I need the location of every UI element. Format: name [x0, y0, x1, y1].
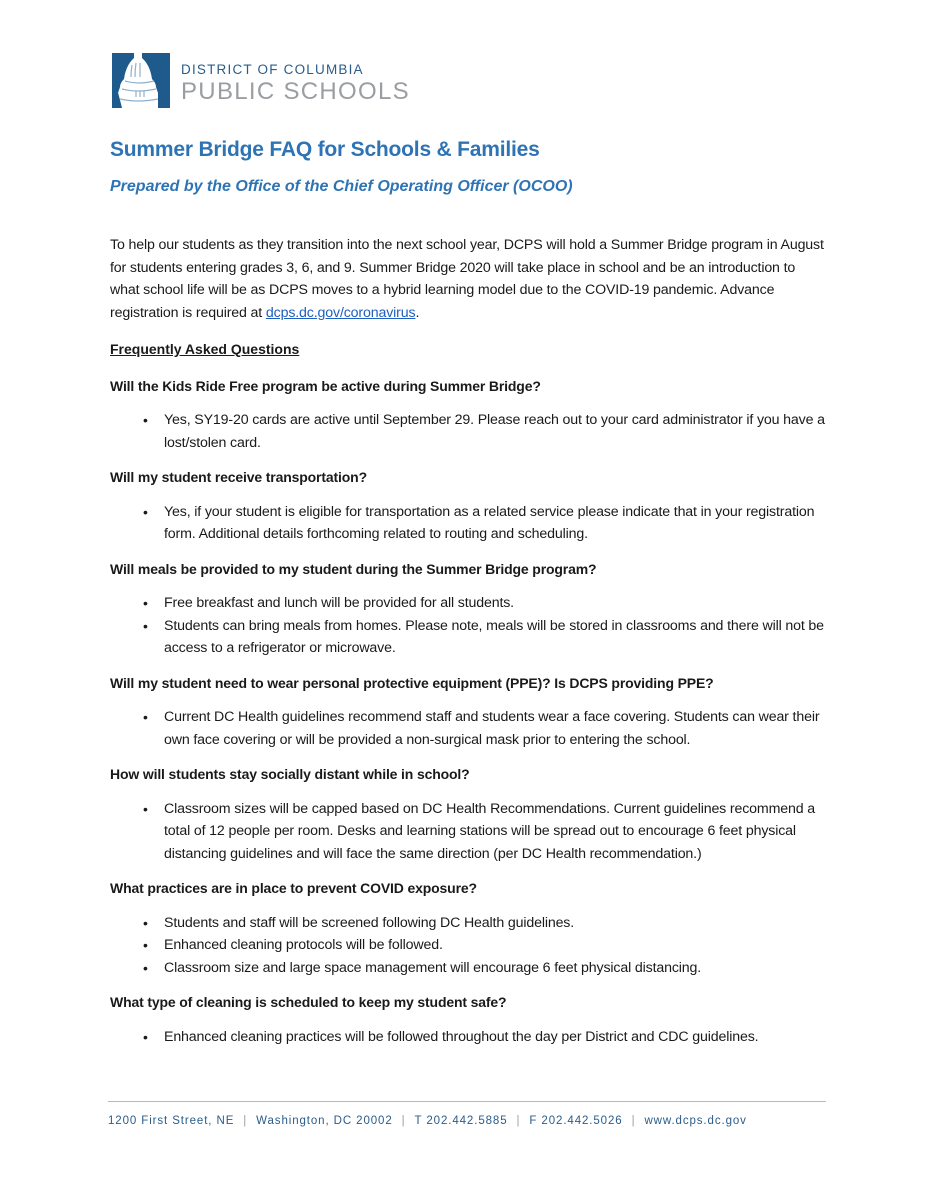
faq-question: What type of cleaning is scheduled to keep my student safe?	[110, 994, 507, 1010]
bullet-icon: •	[143, 937, 148, 953]
bullet-icon: •	[143, 595, 148, 611]
footer-separator: |	[401, 1115, 406, 1127]
footer-contact	[108, 1115, 828, 1127]
footer-address: 1200 First Street, NE	[108, 1115, 235, 1127]
answer-text: Current DC Health guidelines recommend staff and students wear a face covering. Students can wear their own face covering or will be provided a non-surgical mask prior to entering the school.	[164, 709, 820, 748]
logo-line-public-schools: PUBLIC SCHOOLS	[181, 77, 410, 105]
footer-divider	[108, 1101, 826, 1102]
intro-text: To help our students as they transition into the next school year, DCPS will hold a Summer Bridge program in August for students entering grades 3, 6, and 9. Summer Bridge 2020 will take place in school and be an introduction to what school life will be as DCPS moves to a hybrid learning model due to the COVID-19 pandemic. Advance registration is required at	[110, 237, 824, 321]
faq-question: Will meals be provided to my student during the Summer Bridge program?	[110, 560, 597, 577]
faq-answer-item	[110, 1026, 825, 1049]
page-title: Summer Bridge FAQ for Schools & Families	[110, 138, 540, 161]
faq-answer-item	[110, 501, 825, 546]
bullet-icon: •	[143, 617, 148, 634]
footer-website: www.dcps.dc.gov	[644, 1115, 747, 1127]
faq-question: How will students stay socially distant while in school?	[110, 766, 470, 782]
footer-separator: |	[243, 1115, 248, 1127]
logo-line-district: DISTRICT OF COLUMBIA	[181, 62, 364, 78]
logo-wordmark	[181, 57, 410, 104]
faq-answer-item	[110, 615, 825, 660]
answer-text: Enhanced cleaning protocols will be followed.	[164, 937, 443, 953]
answer-text: Yes, if your student is eligible for transportation as a related service please indicate that in your registration form. Additional details forthcoming related to routing and scheduling.	[164, 503, 815, 542]
faq-answer-item	[110, 957, 825, 980]
bullet-icon: •	[143, 1028, 148, 1045]
answer-text: Students can bring meals from homes. Please note, meals will be stored in classrooms and there will not be access to a refrigerator or microwave.	[164, 617, 824, 656]
faq-answer-item	[110, 592, 825, 615]
faq-question: Will the Kids Ride Free program be active during Summer Bridge?	[110, 377, 541, 394]
footer-separator: |	[631, 1115, 636, 1127]
capitol-dome-icon	[112, 53, 170, 108]
bullet-icon: •	[143, 959, 148, 976]
faq-answer-list	[110, 798, 825, 866]
faq-answer-list	[110, 501, 825, 546]
faq-section-header: Frequently Asked Questions	[110, 341, 300, 357]
footer-phone: T 202.442.5885	[414, 1115, 508, 1127]
bullet-icon: •	[143, 800, 148, 817]
bullet-icon: •	[143, 503, 148, 520]
footer-separator: |	[516, 1115, 521, 1127]
bullet-icon: •	[143, 412, 148, 428]
faq-answer-list	[110, 592, 825, 660]
answer-text: Students and staff will be screened following DC Health guidelines.	[164, 914, 575, 931]
footer-city: Washington, DC 20002	[256, 1115, 393, 1127]
document-body	[110, 234, 825, 1060]
faq-answer-item	[110, 706, 825, 751]
faq-answer-list	[110, 912, 825, 980]
faq-answer-item	[110, 798, 825, 866]
faq-answer-list	[110, 706, 825, 751]
answer-text: Classroom size and large space management will encourage 6 feet physical distancing.	[164, 959, 702, 976]
answer-text: Yes, SY19-20 cards are active until September 29. Please reach out to your card administrator if you have a lost/stolen card.	[164, 412, 825, 451]
intro-trailing: .	[415, 304, 420, 321]
faq-question: What practices are in place to prevent COVID exposure?	[110, 880, 477, 896]
answer-text: Enhanced cleaning practices will be followed throughout the day per District and CDC guidelines.	[164, 1028, 759, 1045]
footer-fax: F 202.442.5026	[529, 1115, 623, 1127]
faq-answer-list	[110, 1026, 825, 1049]
coronavirus-link[interactable]: dcps.dc.gov/coronavirus	[265, 304, 416, 321]
bullet-icon: •	[143, 914, 148, 931]
faq-answer-list	[110, 409, 825, 454]
page-subtitle: Prepared by the Office of the Chief Operating Officer (OCOO)	[110, 178, 573, 195]
faq-answer-item	[110, 409, 825, 454]
intro-paragraph	[110, 234, 825, 324]
faq-answer-item	[110, 912, 825, 935]
faq-question: Will my student receive transportation?	[110, 469, 367, 485]
answer-text: Classroom sizes will be capped based on DC Health Recommendations. Current guidelines recommend a total of 12 people per room. Desks and learning stations will be spread out to encourage 6 feet physical distancing guidelines and will face the same direction (per DC Health recommendation.)	[164, 800, 816, 862]
faq-question: Will my student need to wear personal protective equipment (PPE)? Is DCPS providing PPE?	[110, 674, 714, 691]
bullet-icon: •	[143, 709, 148, 725]
answer-text: Free breakfast and lunch will be provided for all students.	[164, 595, 514, 611]
faq-answer-item	[110, 934, 825, 957]
dcps-logo	[112, 53, 410, 108]
